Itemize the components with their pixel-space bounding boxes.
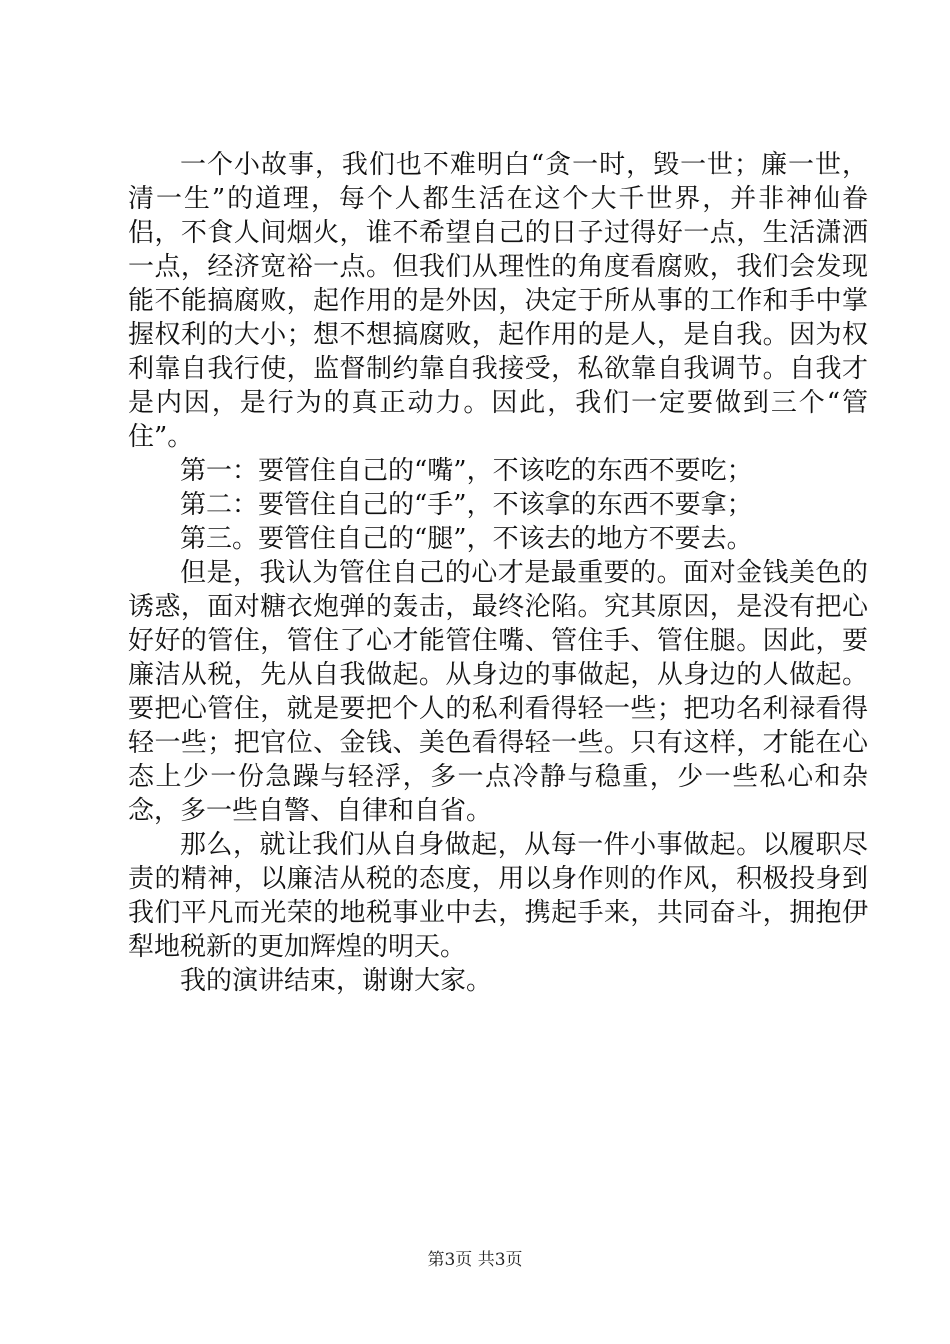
paragraph-rule-leg: 第三。要管住自己的“腿”，不该去的地方不要去。 [180, 524, 753, 554]
paragraph-rule-mouth: 第一：要管住自己的“嘴”，不该吃的东西不要吃； [180, 456, 753, 486]
paragraph-rule-hand: 第二：要管住自己的“手”，不该拿的东西不要拿； [180, 490, 753, 520]
document-body [128, 148, 868, 998]
page-number-footer: 第3页 共3页 [427, 1250, 523, 1270]
paragraph-call-to-action: 那么，就让我们从自身做起，从每一件小事做起。以履职尽责的精神，以廉洁从税的态度，用以身作则的作风，积极投身到我们平凡而光荣的地税事业中去，携起手来，共同奋斗，拥抱伊犁地税新的更加辉煌的明天。 [128, 830, 868, 962]
paragraph-guard-heart: 但是，我认为管住自己的心才是最重要的。面对金钱美色的诱惑，面对糖衣炮弹的轰击，最终沦陷。究其原因，是没有把心好好的管住，管住了心才能管住嘴、管住手、管住腿。因此，要廉洁从税，先从自我做起。从身边的事做起，从身边的人做起。要把心管住，就是要把个人的私利看得轻一些；把功名利禄看得轻一些；把官位、金钱、美色看得轻一些。只有这样，才能在心态上少一份急躁与轻浮，多一点冷静与稳重，少一些私心和杂念，多一些自警、自律和自省。 [128, 558, 868, 826]
paragraph-self-discipline-intro: 一个小故事，我们也不难明白“贪一时，毁一世；廉一世，清一生”的道理，每个人都生活在这个大千世界，并非神仙眷侣，不食人间烟火，谁不希望自己的日子过得好一点，生活潇洒一点，经济宽裕一点。但我们从理性的角度看腐败，我们会发现能不能搞腐败，起作用的是外因，决定于所从事的工作和手中掌握权利的大小；想不想搞腐败，起作用的是人，是自我。因为权利靠自我行使，监督制约靠自我接受，私欲靠自我调节。自我才是内因，是行为的真正动力。因此，我们一定要做到三个“管住”。 [128, 150, 868, 452]
paragraph-closing: 我的演讲结束，谢谢大家。 [180, 966, 493, 996]
